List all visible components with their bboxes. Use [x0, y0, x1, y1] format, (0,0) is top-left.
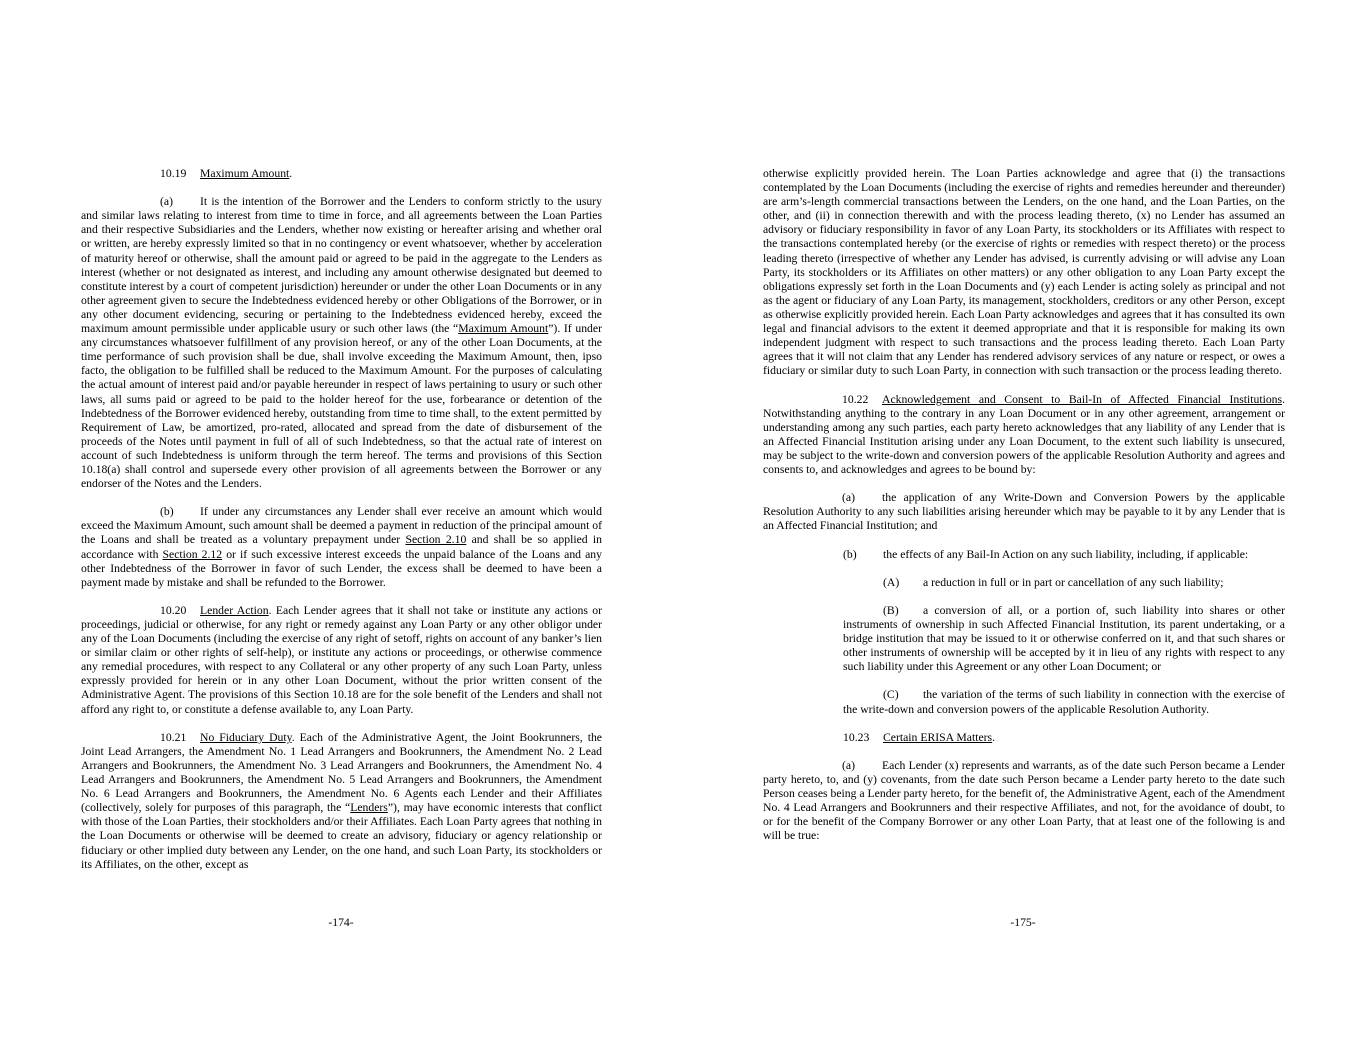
clause-label: (C): [883, 688, 899, 702]
defined-term: Lenders: [350, 801, 388, 815]
continued-paragraph: otherwise explicitly provided herein. The Loan Parties acknowledge and agree that (i) the transactions contemplated by the Loan Documents (including the exercise of rights and remedies hereunder and thereunder) are arm’s-length commercial transactions between the Lenders, on the one hand, and the Loan Parties, on the other, and (ii) in connection therewith and with the process leading thereto, (x) no Lender has assumed an advisory or fiduciary responsibility in favor of any Loan Party, its stockholders or its Affiliates with respect to the transactions contemplated hereby (or the exercise of rights or remedies with respect thereto) or the process leading thereto (irrespective of whether any Lender has advised, is currently advising or will advise any Loan Party, its stockholders or its Affiliates on other matters) or any other obligation to any Loan Party except the obligations expressly set forth in the Loan Documents and (y) each Lender is acting solely as principal and not as the agent or fiduciary of any Loan Party, its management, stockholders, creditors or any other Person, except as otherwise explicitly provided herein. Each Loan Party acknowledges and agrees that it has consulted its own legal and financial advisors to the extent it deemed appropriate and that it is responsible for making its own independent judgment with respect to such transactions and the process leading thereto. Each Loan Party agrees that it will not claim that any Lender has rendered advisory services of any nature or respect, or owes a fiduciary or similar duty to such Loan Party, in connection with such transaction or the process leading thereto.: [763, 167, 1285, 378]
subclause-C: [763, 688, 1285, 716]
right-page: [682, 0, 1364, 1055]
paragraph-text: the effects of any Bail-In Action on any such liability, including, if applicable:: [883, 547, 1249, 561]
section-number: 10.20: [160, 603, 187, 617]
section-10-20: [81, 604, 602, 717]
paragraph-10-19-b: [81, 505, 602, 590]
paragraph-text: or if such excessive interest exceeds the unpaid balance of the Loans and any other Indebtedness of the Borrower in favor of such Lender, the excess shall be deemed to have been a payment made by mistake and shall be refunded to the Borrower.: [81, 547, 602, 589]
section-10-22: [763, 393, 1285, 478]
clause-label: (a): [160, 195, 173, 209]
paragraph-text: a reduction in full or in part or cancellation of any such liability;: [923, 575, 1224, 589]
page-number: -174-: [328, 916, 354, 929]
paragraph-text: ”). If under any circumstances whatsoever fulfillment of any provision hereof, or any of the other Loan Documents, at the time performance of such provision shall be due, shall involve exceeding the Maximum Amount, then, ipso facto, the obligation to be fulfilled shall be reduced to the Maximum Amount. For the purposes of calculating the actual amount of interest paid and/or payable hereunder in respect of laws pertaining to usury or such other laws, all sums paid or agreed to be paid to the holder hereof for the use, forbearance or detention of the Indebtedness of the Borrower evidenced hereby, outstanding from time to time shall, to the extent permitted by Requirement of Law, be amortized, pro-rated, allocated and spread from the date of disbursement of the proceeds of the Notes until payment in full of all of such Indebtedness, so that the actual rate of interest on account of such Indebtedness is uniform through the term hereof. The terms and provisions of this Section 10.18(a) shall control and supersede every other provision of all agreements between the Borrower or any endorser of the Notes and the Lenders.: [81, 322, 602, 491]
clause-label: (a): [842, 758, 855, 772]
section-number: 10.23: [843, 730, 870, 744]
section-number: 10.22: [842, 392, 869, 406]
clause-label: (b): [160, 505, 174, 519]
section-number: 10.21: [160, 730, 187, 744]
paragraph-text: . Each Lender agrees that it shall not take or institute any actions or proceedings, judicial or otherwise, for any right or remedy against any Loan Party or any other obligor under any of the Loan Documents (including the exercise of any right of setoff, rights on account of any banker’s lien or similar claim or other rights of self-help), or institute any actions or proceedings, or otherwise commence any remedial procedures, with respect to any Collateral or any other property of any such Loan Party, unless expressly provided for herein or in any other Loan Document, without the prior written consent of the Administrative Agent. The provisions of this Section 10.18 are for the sole benefit of the Lenders and shall not afford any right to, or constitute a defense available to, any Loan Party.: [81, 603, 602, 716]
clause-label: (B): [883, 603, 899, 617]
paragraph-text: Each Lender (x) represents and warrants, as of the date such Person became a Lender party hereto, to, and (y) covenants, from the date such Person became a Lender party hereto to the date such Person ceases being a Lender party hereto, for the benefit of, the Administrative Agent, each of the Amendment No. 4 Lead Arrangers and Bookrunners and their respective Affiliates, and not, for the avoidance of doubt, to or for the benefit of the Company Borrower or any other Loan Party, that at least one of the following is and will be true:: [763, 758, 1285, 843]
clause-label: (b): [843, 547, 857, 561]
left-page: [0, 0, 682, 1055]
clause-10-22-b: [763, 548, 1285, 562]
clause-10-22-a: [763, 491, 1285, 533]
paragraph-text: . Each of the Administrative Agent, the Joint Bookrunners, the Joint Lead Arrangers, the Amendment No. 1 Lead Arrangers and Bookrunners, the Amendment No. 2 Lead Arrangers and Bookrunners, the Amendment No. 3 Lead Arrangers and Bookrunners, the Amendment No. 4 Lead Arrangers and Bookrunners, the Amendment No. 5 Lead Arrangers and Bookrunners, the Amendment No. 6 Lead Arrangers and Bookrunners, the Amendment No. 6 Agents each Lender and their Affiliates (collectively, solely for purposes of this paragraph, the “: [81, 730, 602, 815]
paragraph-text: the variation of the terms of such liability in connection with the exercise of the write-down and conversion powers of the applicable Resolution Authority.: [843, 688, 1285, 716]
section-10-19-heading: 10.19 Maximum Amount.: [160, 167, 293, 180]
paragraph-text: ”), may have economic interests that conflict with those of the Loan Parties, their stockholders and/or their Affiliates. Each Loan Party agrees that nothing in the Loan Documents or otherwise will be deemed to create an advisory, fiduciary or agency relationship or fiduciary or other implied duty between any Lender, on the one hand, and such Loan Party, its stockholders or its Affiliates, on the other, except as: [81, 801, 602, 871]
clause-label: (A): [883, 575, 900, 589]
section-title: Lender Action: [200, 603, 269, 617]
right-page-body: [763, 167, 1285, 858]
paragraph-text: . Notwithstanding anything to the contrary in any Loan Document or in any other agreement, arrangement or understanding among any such parties, each party hereto acknowledges that any liability of any Lender that is an Affected Financial Institution arising under any Loan Document, to the extent such liability is unsecured, may be subject to the write-down and conversion powers of the applicable Resolution Authority and agrees and consents to, and acknowledges and agrees to be bound by:: [763, 392, 1285, 476]
section-10-23-heading: [763, 731, 1285, 745]
section-10-21: [81, 731, 602, 872]
punctuation: .: [992, 730, 995, 744]
page-number: -175-: [1010, 916, 1036, 929]
paragraph-text: If under any circumstances any Lender shall ever receive an amount which would exceed the Maximum Amount, such amount shall be deemed a payment in reduction of the principal amount of the Loans and shall be treated as a voluntary prepayment under: [81, 505, 602, 547]
section-title: Acknowledgement and Consent to Bail-In of Affected Financial Institutions: [882, 392, 1283, 406]
section-number: 10.19: [160, 167, 187, 180]
section-reference: Section 2.12: [162, 547, 223, 561]
paragraph-text: It is the intention of the Borrower and the Lenders to conform strictly to the usury and similar laws relating to interest from time to time in force, and all agreements between the Loan Parties and their respective Subsidiaries and the Lenders, whether now existing or hereafter arising and whether oral or written, are hereby expressly limited so that in no contingency or event whatsoever, whether by acceleration of maturity hereof or otherwise, shall the amount paid or agreed to be paid in the aggregate to the Lenders as interest (whether or not designated as interest, and including any amount otherwise designated but deemed to constitute interest by a court of competent jurisdiction) hereunder or under the other Loan Documents or in any other agreement given to secure the Indebtedness evidenced hereby or other Obligations of the Borrower, or in any other document evidencing, securing or pertaining to the Indebtedness evidenced hereby, exceed the maximum amount permissible under applicable usury or such other laws (the “: [81, 195, 602, 336]
paragraph-text: a conversion of all, or a portion of, such liability into shares or other instruments of ownership in such Affected Financial Institution, its parent undertaking, or a bridge institution that may be issued to it or otherwise conferred on it, and that such shares or other instruments of ownership will be accepted by it in lieu of any rights with respect to any such liability under this Agreement or any other Loan Document; or: [843, 603, 1285, 674]
section-title: Maximum Amount: [200, 167, 290, 180]
subclause-B: [763, 604, 1285, 674]
section-title: Certain ERISA Matters: [883, 730, 993, 744]
clause-10-23-a: [763, 759, 1285, 844]
subclause-A: [763, 576, 1285, 590]
left-page-body: [81, 167, 602, 886]
paragraph-10-19-a: [81, 195, 602, 491]
defined-term: Maximum Amount: [458, 322, 549, 336]
section-title: No Fiduciary Duty: [200, 730, 292, 744]
clause-label: (a): [842, 491, 855, 505]
section-reference: Section 2.10: [405, 533, 467, 547]
paragraph-text: and shall be so applied in accordance with: [81, 533, 602, 561]
paragraph-text: the application of any Write-Down and Conversion Powers by the applicable Resolution Authority to any such liabilities arising hereunder which may be payable to it by any Lender that is an Affected Financial Institution; and: [763, 491, 1285, 533]
